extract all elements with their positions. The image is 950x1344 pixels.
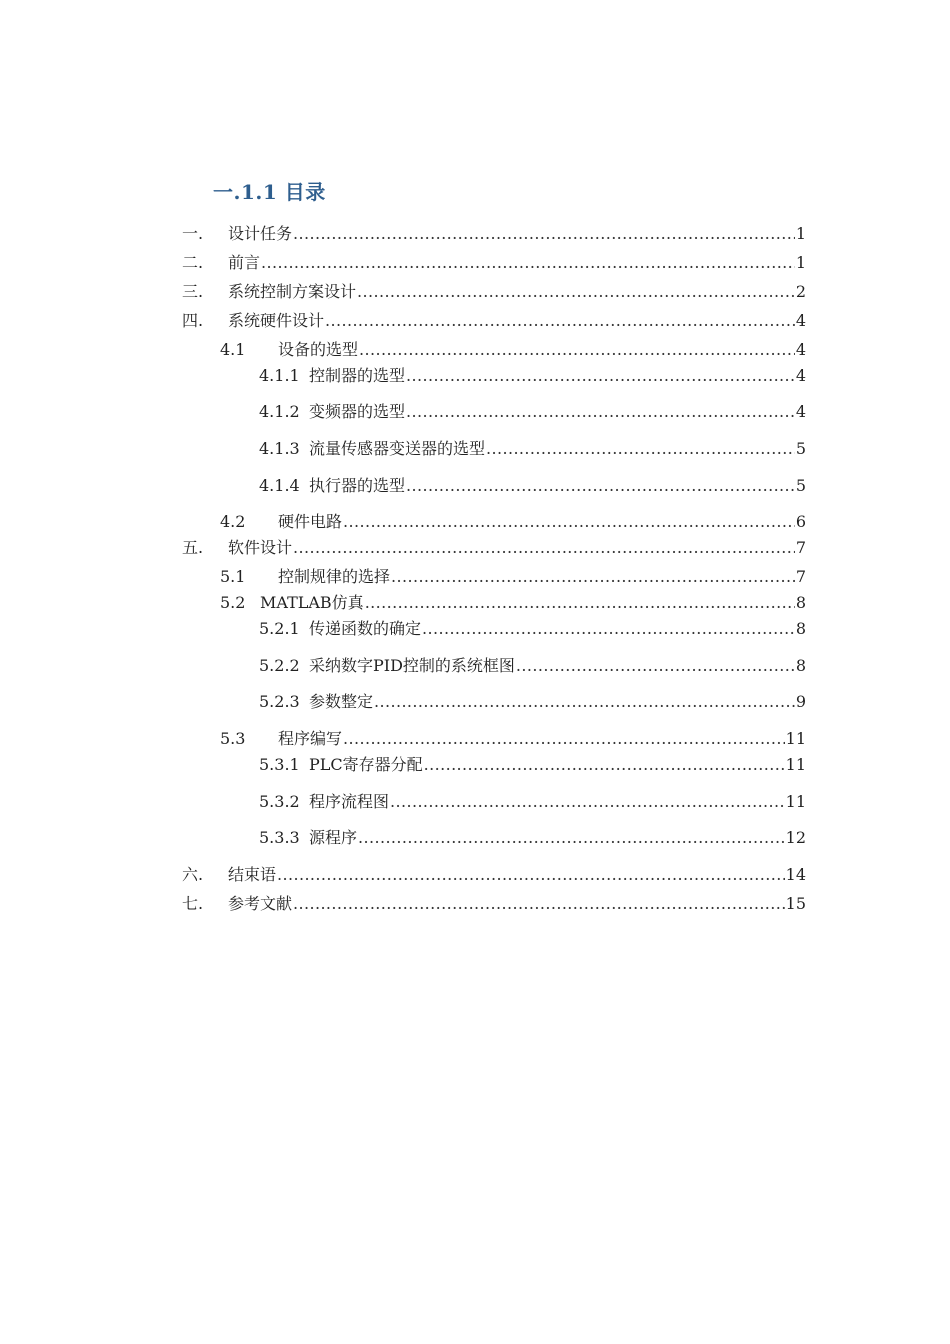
toc-entry-number: 一. [182, 224, 204, 243]
dot-leader [406, 364, 795, 388]
toc-entry-label: 变频器的选型 [309, 402, 406, 421]
dot-leader [390, 790, 785, 814]
dot-leader [391, 565, 795, 589]
toc-entry-number: 三. [182, 282, 204, 301]
toc-entry-5-2-1[interactable] [259, 617, 806, 641]
toc-entry-5-2-3[interactable] [259, 690, 806, 714]
dot-leader [343, 510, 795, 534]
toc-entry-label: PLC寄存器分配 [309, 755, 423, 774]
dot-leader [343, 727, 785, 751]
toc-entry-label: 采纳数字PID控制的系统框图 [309, 656, 515, 675]
toc-entry-number: 4.1.3 [259, 439, 300, 458]
toc-entry-label: 流量传感器变送器的选型 [309, 439, 486, 458]
toc-entry-number: 5.3.3 [259, 828, 300, 847]
toc-entry-control-scheme[interactable] [182, 280, 806, 304]
toc-entry-design-task[interactable] [182, 222, 806, 246]
dot-leader [325, 309, 795, 333]
toc-entry-page: 4 [795, 366, 806, 385]
toc-entry-page: 2 [795, 282, 806, 301]
toc-entry-page: 6 [795, 512, 806, 531]
toc-entry-page: 15 [785, 894, 806, 913]
dot-leader [357, 280, 795, 304]
toc-entry-5-2-2[interactable] [259, 654, 806, 678]
toc-entry-label: 执行器的选型 [309, 476, 406, 495]
toc-entry-label: MATLAB仿真 [260, 593, 364, 612]
toc-entry-page: 8 [795, 656, 806, 675]
toc-entry-label: 控制器的选型 [309, 366, 406, 385]
toc-entry-number: 5.1 [220, 567, 246, 586]
toc-entry-page: 4 [795, 340, 806, 359]
toc-entry-page: 5 [795, 439, 806, 458]
toc-entry-label: 设备的选型 [278, 340, 359, 359]
toc-entry-label: 系统硬件设计 [228, 311, 325, 330]
toc-entry-number: 4.1.2 [259, 402, 300, 421]
toc-entry-5-1[interactable] [220, 565, 806, 589]
toc-entry-page: 4 [795, 311, 806, 330]
toc-entry-label: 结束语 [228, 865, 277, 884]
dot-leader [293, 536, 795, 560]
toc-entry-label: 参数整定 [309, 692, 374, 711]
toc-entry-number: 5.2 [220, 593, 246, 612]
toc-entry-label: 程序编写 [278, 729, 343, 748]
toc-entry-software-design[interactable] [182, 536, 806, 560]
dot-leader [359, 338, 795, 362]
toc-entry-number: 4.1.4 [259, 476, 300, 495]
toc-entry-4-1-1[interactable] [259, 364, 806, 388]
toc-entry-number: 5.3 [220, 729, 246, 748]
toc-entry-label: 传递函数的确定 [309, 619, 422, 638]
dot-leader [293, 892, 785, 916]
toc-title: 一.1.1 目录 [213, 180, 326, 204]
toc-entry-label: 前言 [228, 253, 261, 272]
toc-entry-page: 12 [785, 828, 806, 847]
toc-entry-number: 5.3.2 [259, 792, 300, 811]
toc-entry-conclusion[interactable] [182, 863, 806, 887]
toc-entry-number: 5.3.1 [259, 755, 300, 774]
toc-entry-label: 源程序 [309, 828, 358, 847]
toc-entry-page: 8 [795, 619, 806, 638]
toc-entry-5-3-2[interactable] [259, 790, 806, 814]
toc-entry-number: 4.1 [220, 340, 246, 359]
toc-entry-5-2[interactable] [220, 591, 806, 615]
toc-entry-page: 11 [785, 792, 806, 811]
toc-entry-number: 四. [182, 311, 204, 330]
dot-leader [422, 617, 795, 641]
dot-leader [424, 753, 785, 777]
toc-entry-page: 8 [795, 593, 806, 612]
toc-entry-page: 4 [795, 402, 806, 421]
toc-entry-references[interactable] [182, 892, 806, 916]
toc-entry-number: 五. [182, 538, 204, 557]
toc-entry-label: 硬件电路 [278, 512, 343, 531]
toc-entry-preface[interactable] [182, 251, 806, 275]
toc-entry-4-1[interactable] [220, 338, 806, 362]
toc-entry-4-1-2[interactable] [259, 400, 806, 424]
toc-entry-hardware-design[interactable] [182, 309, 806, 333]
toc-entry-label: 系统控制方案设计 [228, 282, 357, 301]
dot-leader [406, 400, 795, 424]
toc-entry-number: 5.2.2 [259, 656, 300, 675]
toc-entry-label: 程序流程图 [309, 792, 390, 811]
toc-entry-4-2[interactable] [220, 510, 806, 534]
toc-entry-page: 5 [795, 476, 806, 495]
toc-entry-4-1-4[interactable] [259, 474, 806, 498]
dot-leader [516, 654, 795, 678]
toc-entry-page: 1 [795, 224, 806, 243]
toc-entry-page: 9 [795, 692, 806, 711]
toc-entry-page: 11 [785, 755, 806, 774]
toc-entry-label: 控制规律的选择 [278, 567, 391, 586]
dot-leader [358, 826, 785, 850]
toc-entry-5-3[interactable] [220, 727, 806, 751]
dot-leader [365, 591, 795, 615]
toc-entry-label: 软件设计 [228, 538, 293, 557]
toc-entry-page: 11 [785, 729, 806, 748]
toc-entry-page: 14 [785, 865, 806, 884]
dot-leader [406, 474, 795, 498]
dot-leader [374, 690, 795, 714]
toc-entry-page: 1 [795, 253, 806, 272]
toc-entry-number: 4.2 [220, 512, 246, 531]
toc-entry-page: 7 [795, 538, 806, 557]
dot-leader [293, 222, 795, 246]
toc-entry-number: 六. [182, 865, 204, 884]
toc-entry-label: 参考文献 [228, 894, 293, 913]
toc-entry-label: 设计任务 [228, 224, 293, 243]
toc-entry-number: 二. [182, 253, 204, 272]
dot-leader [261, 251, 795, 275]
toc-entry-number: 七. [182, 894, 204, 913]
toc-entry-5-3-1[interactable] [259, 753, 806, 777]
toc-entry-number: 5.2.1 [259, 619, 300, 638]
toc-entry-page: 7 [795, 567, 806, 586]
toc-entry-number: 5.2.3 [259, 692, 300, 711]
toc-entry-5-3-3[interactable] [259, 826, 806, 850]
dot-leader [486, 437, 795, 461]
toc-entry-4-1-3[interactable] [259, 437, 806, 461]
dot-leader [277, 863, 785, 887]
toc-entry-number: 4.1.1 [259, 366, 300, 385]
